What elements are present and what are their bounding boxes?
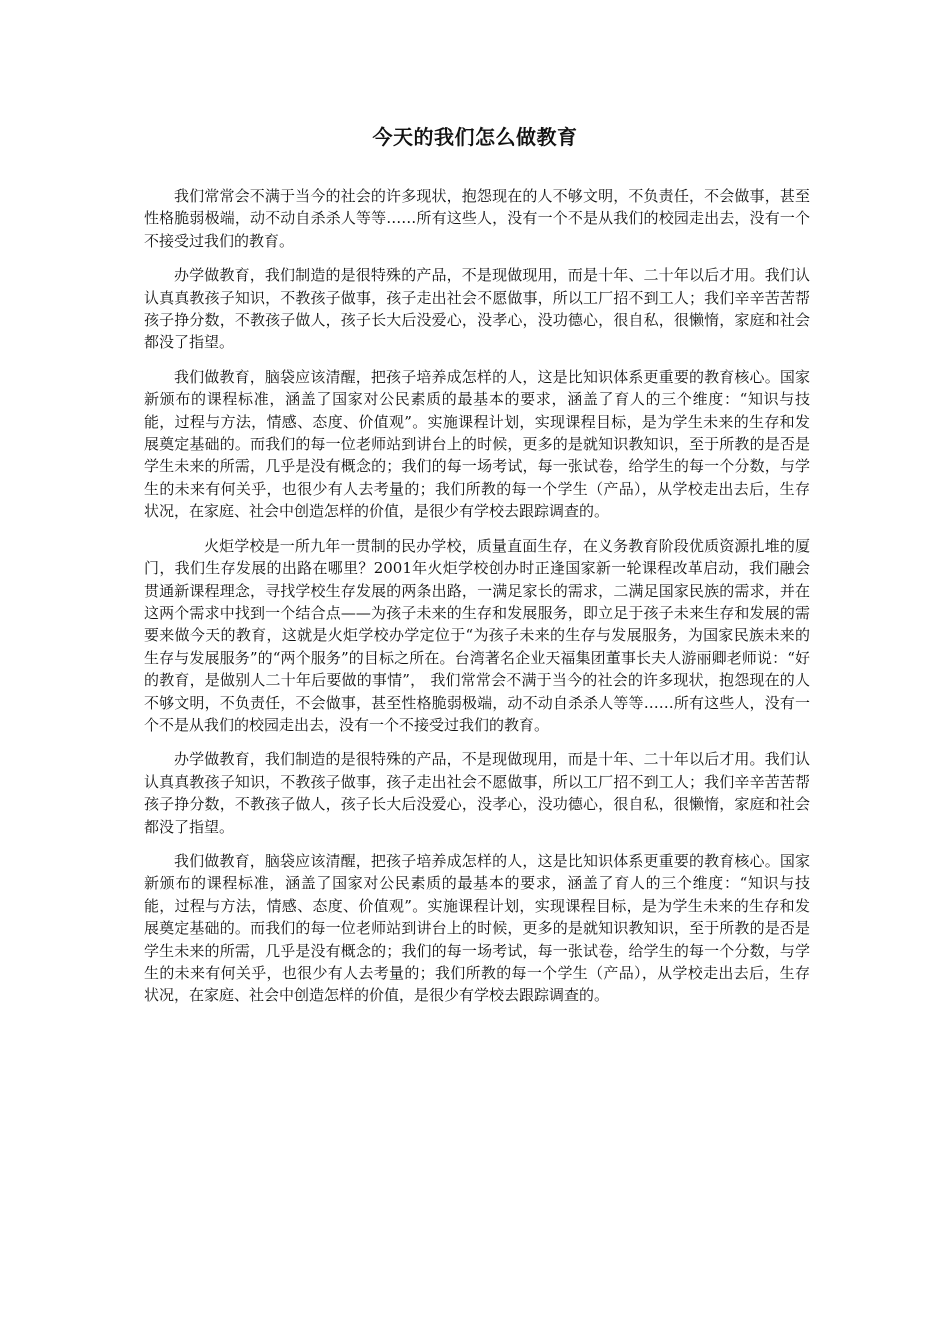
paragraph: 办学做教育，我们制造的是很特殊的产品，不是现做现用，而是十年、二十年以后才用。我们认认真真教孩子知识，不教孩子做事，孩子走出社会不愿做事，所以工厂招不到工人；我们辛辛苦苦帮孩子挣分数，不教孩子做人，孩子长大后没爱心，没孝心，没功德心，很自私，很懒惰，家庭和社会都没了指望。 [144,266,810,352]
paragraph: 我们做教育，脑袋应该清醒，把孩子培养成怎样的人，这是比知识体系更重要的教育核心。国家新颁布的课程标准，涵盖了国家对公民素质的最基本的要求，涵盖了育人的三个维度：“知识与技能，过程与方法，情感、态度、价值观”。实施课程计划，实现课程目标，是为学生未来的生存和发展奠定基础的。而我们的每一位老师站到讲台上的时候，更多的是就知识教知识，至于所教的是否是学生未来的所需，几乎是没有概念的；我们的每一场考试，每一张试卷，给学生的每一个分数，与学生的未来有何关乎，也很少有人去考量的；我们所教的每一个学生（产品），从学校走出去后，生存状况，在家庭、社会中创造怎样的价值，是很少有学校去跟踪调查的。 [144,851,810,1005]
document-body [144,185,810,1019]
paragraph: 火炬学校是一所九年一贯制的民办学校，质量直面生存，在义务教育阶段优质资源扎堆的厦门，我们生存发展的出路在哪里？2001年火炬学校创办时正逢国家新一轮课程改革启动，我们融会贯通新课程理念，寻找学校生存发展的两条出路，一满足家长的需求，二满足国家民族的需求，并在这两个需求中找到一个结合点——为孩子未来的生存和发展服务，即立足于孩子未来生存和发展的需要来做今天的教育，这就是火炬学校办学定位于“为孩子未来的生存与发展服务，为国家民族未来的生存与发展服务”的“两个服务”的目标之所在。台湾著名企业天福集团董事长夫人游丽卿老师说：“好的教育，是做别人二十年后要做的事情”， 我们常常会不满于当今的社会的许多现状，抱怨现在的人不够文明，不负责任，不会做事，甚至性格脆弱极端，动不动自杀杀人等等……所有这些人，没有一个不是从我们的校园走出去，没有一个不接受过我们的教育。 [144,536,810,734]
document-title: 今天的我们怎么做教育 [372,125,578,149]
paragraph: 我们常常会不满于当今的社会的许多现状，抱怨现在的人不够文明，不负责任，不会做事，甚至性格脆弱极端，动不动自杀杀人等等……所有这些人，没有一个不是从我们的校园走出去，没有一个不接受过我们的教育。 [144,187,810,250]
paragraph: 我们做教育，脑袋应该清醒，把孩子培养成怎样的人，这是比知识体系更重要的教育核心。国家新颁布的课程标准，涵盖了国家对公民素质的最基本的要求，涵盖了育人的三个维度：“知识与技能，过程与方法，情感、态度、价值观”。实施课程计划，实现课程目标，是为学生未来的生存和发展奠定基础的。而我们的每一位老师站到讲台上的时候，更多的是就知识教知识，至于所教的是否是学生未来的所需，几乎是没有概念的；我们的每一场考试，每一张试卷，给学生的每一个分数，与学生的未来有何关乎，也很少有人去考量的；我们所教的每一个学生（产品），从学校走出去后，生存状况，在家庭、社会中创造怎样的价值，是很少有学校去跟踪调查的。 [144,367,810,521]
paragraph: 办学做教育，我们制造的是很特殊的产品，不是现做现用，而是十年、二十年以后才用。我们认认真真教孩子知识，不教孩子做事，孩子走出社会不愿做事，所以工厂招不到工人；我们辛辛苦苦帮孩子挣分数，不教孩子做人，孩子长大后没爱心，没孝心，没功德心，很自私，很懒惰，家庭和社会都没了指望。 [144,750,810,836]
